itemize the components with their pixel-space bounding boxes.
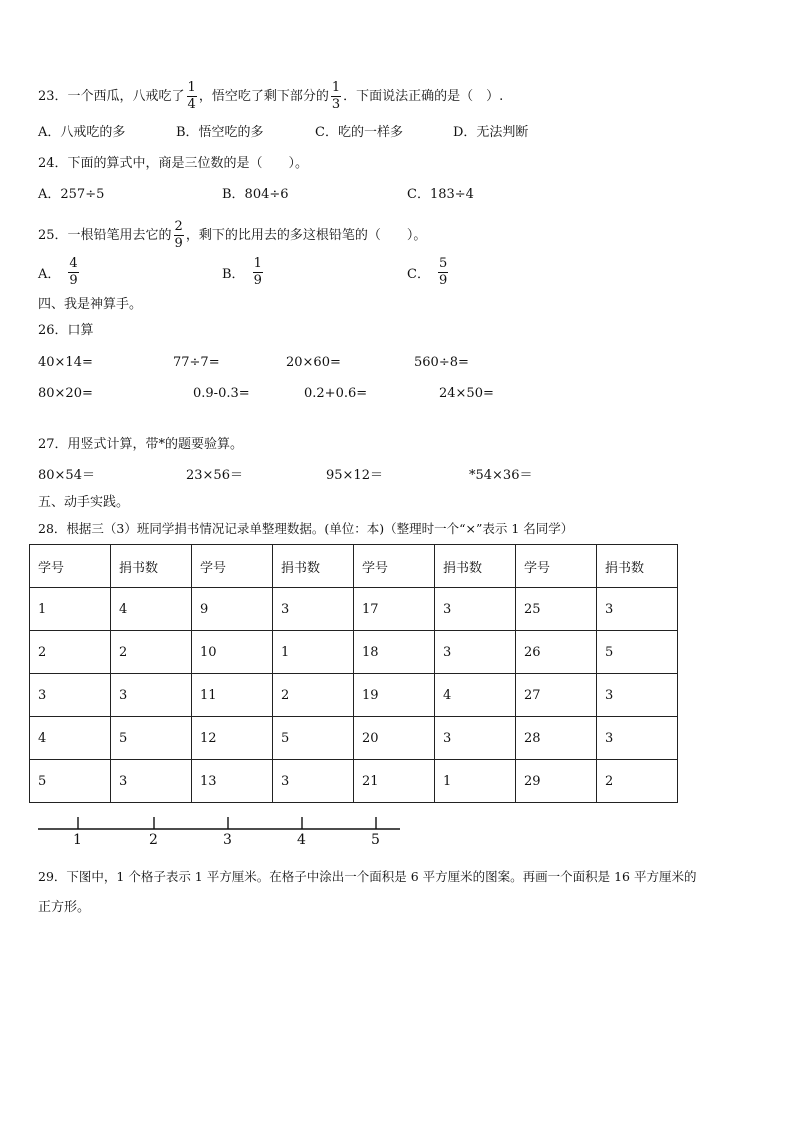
table-cell: 5 <box>273 717 354 760</box>
q25-option-b-numerator: 1 <box>253 256 262 271</box>
q23-stem <box>38 80 503 113</box>
number-line <box>38 812 402 832</box>
number-line-label-3: 3 <box>223 832 232 848</box>
section-5-heading: 五、动手实践。 <box>38 495 130 510</box>
q23-fraction-2-denominator: 3 <box>331 97 341 112</box>
table-cell: 19 <box>354 674 435 717</box>
table-cell: 2 <box>597 760 678 803</box>
q25-fraction <box>174 219 184 252</box>
table-row <box>30 588 678 631</box>
q25-option-a-numerator: 4 <box>69 256 78 271</box>
q25-option-b-fraction <box>253 256 263 289</box>
q23-option-a: A．八戒吃的多 <box>38 125 126 140</box>
table-header-cell: 学号 <box>192 545 273 588</box>
table-cell: 5 <box>111 717 192 760</box>
section-4-heading: 四、我是神算手。 <box>38 297 143 312</box>
q24-option-b: B．804÷6 <box>222 187 289 202</box>
q23-fraction-1-denominator: 4 <box>187 97 196 112</box>
q23-fraction-1 <box>187 80 197 113</box>
table-cell: 1 <box>435 760 516 803</box>
q23-text-part3: ．下面说法正确的是（ ）. <box>343 89 504 104</box>
table-cell: 4 <box>111 588 192 631</box>
q25-stem <box>38 219 426 252</box>
donation-table <box>29 544 678 803</box>
q27-item-4: *54×36＝ <box>469 468 533 483</box>
q26-item-3: 20×60= <box>286 355 341 370</box>
table-header-cell: 学号 <box>354 545 435 588</box>
table-cell: 10 <box>192 631 273 674</box>
q28-title: 28．根据三（3）班同学捐书情况记录单整理数据。(单位：本)（整理时一个“×”表示 1 名同学） <box>38 521 574 536</box>
table-cell: 3 <box>597 717 678 760</box>
q25-fraction-numerator: 2 <box>174 219 183 234</box>
q25-option-b <box>222 256 265 289</box>
table-cell: 4 <box>435 674 516 717</box>
q23-option-b: B．悟空吃的多 <box>176 125 264 140</box>
table-cell: 29 <box>516 760 597 803</box>
q26-item-1: 40×14= <box>38 355 93 370</box>
table-cell: 5 <box>30 760 111 803</box>
q26-item-2: 77÷7= <box>173 355 220 370</box>
table-cell: 3 <box>597 588 678 631</box>
table-row <box>30 717 678 760</box>
q26-item-4: 560÷8= <box>414 355 469 370</box>
table-cell: 2 <box>111 631 192 674</box>
table-header-row <box>30 545 678 588</box>
q26-item-7: 0.2+0.6= <box>304 386 368 401</box>
q25-text-part1: 25．一根铅笔用去它的 <box>38 228 172 243</box>
number-line-label-1: 1 <box>73 832 82 848</box>
q25-option-a-label: A． <box>38 267 61 282</box>
q26-item-8: 24×50= <box>439 386 494 401</box>
q23-text-part1: 23．一个西瓜，八戒吃了 <box>38 89 185 104</box>
q25-option-c-denominator: 9 <box>438 273 448 288</box>
q24-stem: 24．下面的算式中，商是三位数的是（ ）。 <box>38 156 309 171</box>
q24-option-c: C．183÷4 <box>407 187 474 202</box>
table-cell: 3 <box>273 760 354 803</box>
q25-fraction-denominator: 9 <box>174 236 183 251</box>
q25-option-a <box>38 256 81 289</box>
q23-fraction-2-numerator: 1 <box>331 80 341 95</box>
table-cell: 4 <box>30 717 111 760</box>
q24-option-a: A．257÷5 <box>38 187 105 202</box>
q29-text-line2: 正方形。 <box>38 900 91 915</box>
q25-option-c-label: C． <box>407 267 430 282</box>
table-cell: 12 <box>192 717 273 760</box>
table-cell: 1 <box>30 588 111 631</box>
table-header-cell: 捐书数 <box>435 545 516 588</box>
table-cell: 11 <box>192 674 273 717</box>
table-cell: 1 <box>273 631 354 674</box>
table-cell: 3 <box>435 588 516 631</box>
q26-item-6: 0.9-0.3= <box>193 386 250 401</box>
q26-title: 26．口算 <box>38 323 94 338</box>
q25-option-b-label: B． <box>222 267 245 282</box>
number-line-label-2: 2 <box>149 832 158 848</box>
table-row <box>30 631 678 674</box>
q26-item-5: 80×20= <box>38 386 93 401</box>
q25-option-a-denominator: 9 <box>69 273 78 288</box>
q23-text-part2: ，悟空吃了剩下部分的 <box>198 89 329 104</box>
q25-text-part2: ，剩下的比用去的多这根铅笔的（ ）。 <box>185 228 427 243</box>
table-cell: 3 <box>111 760 192 803</box>
q25-option-a-fraction <box>68 256 78 289</box>
table-cell: 28 <box>516 717 597 760</box>
table-header-cell: 捐书数 <box>273 545 354 588</box>
number-line-label-5: 5 <box>371 832 380 848</box>
table-cell: 13 <box>192 760 273 803</box>
q25-option-c-fraction <box>438 256 448 289</box>
q25-option-b-denominator: 9 <box>253 273 262 288</box>
table-cell: 21 <box>354 760 435 803</box>
table-cell: 2 <box>273 674 354 717</box>
q25-option-c-numerator: 5 <box>438 256 448 271</box>
table-header-cell: 捐书数 <box>111 545 192 588</box>
table-header-cell: 捐书数 <box>597 545 678 588</box>
table-cell: 18 <box>354 631 435 674</box>
table-cell: 3 <box>30 674 111 717</box>
table-header-cell: 学号 <box>516 545 597 588</box>
table-cell: 20 <box>354 717 435 760</box>
table-cell: 3 <box>111 674 192 717</box>
table-cell: 5 <box>597 631 678 674</box>
table-cell: 3 <box>435 631 516 674</box>
q25-option-c <box>407 256 450 289</box>
q27-title: 27．用竖式计算，带*的题要验算。 <box>38 437 244 452</box>
table-header-cell: 学号 <box>30 545 111 588</box>
table-cell: 3 <box>597 674 678 717</box>
q23-option-d: D．无法判断 <box>453 125 529 140</box>
table-cell: 3 <box>273 588 354 631</box>
table-cell: 27 <box>516 674 597 717</box>
q27-item-1: 80×54＝ <box>38 468 95 483</box>
q23-fraction-1-numerator: 1 <box>187 80 196 95</box>
table-row <box>30 760 678 803</box>
q29-text-line1: 29．下图中，1 个格子表示 1 平方厘米。在格子中涂出一个面积是 6 平方厘米的图案。再画一个面积是 16 平方厘米的 <box>38 869 697 884</box>
table-cell: 17 <box>354 588 435 631</box>
table-cell: 2 <box>30 631 111 674</box>
table-cell: 25 <box>516 588 597 631</box>
table-row <box>30 674 678 717</box>
table-cell: 3 <box>435 717 516 760</box>
number-line-label-4: 4 <box>297 832 306 848</box>
table-cell: 9 <box>192 588 273 631</box>
table-cell: 26 <box>516 631 597 674</box>
q27-item-2: 23×56＝ <box>186 468 243 483</box>
q23-fraction-2 <box>331 80 341 113</box>
q27-item-3: 95×12＝ <box>326 468 383 483</box>
q23-option-c: C．吃的一样多 <box>315 125 403 140</box>
